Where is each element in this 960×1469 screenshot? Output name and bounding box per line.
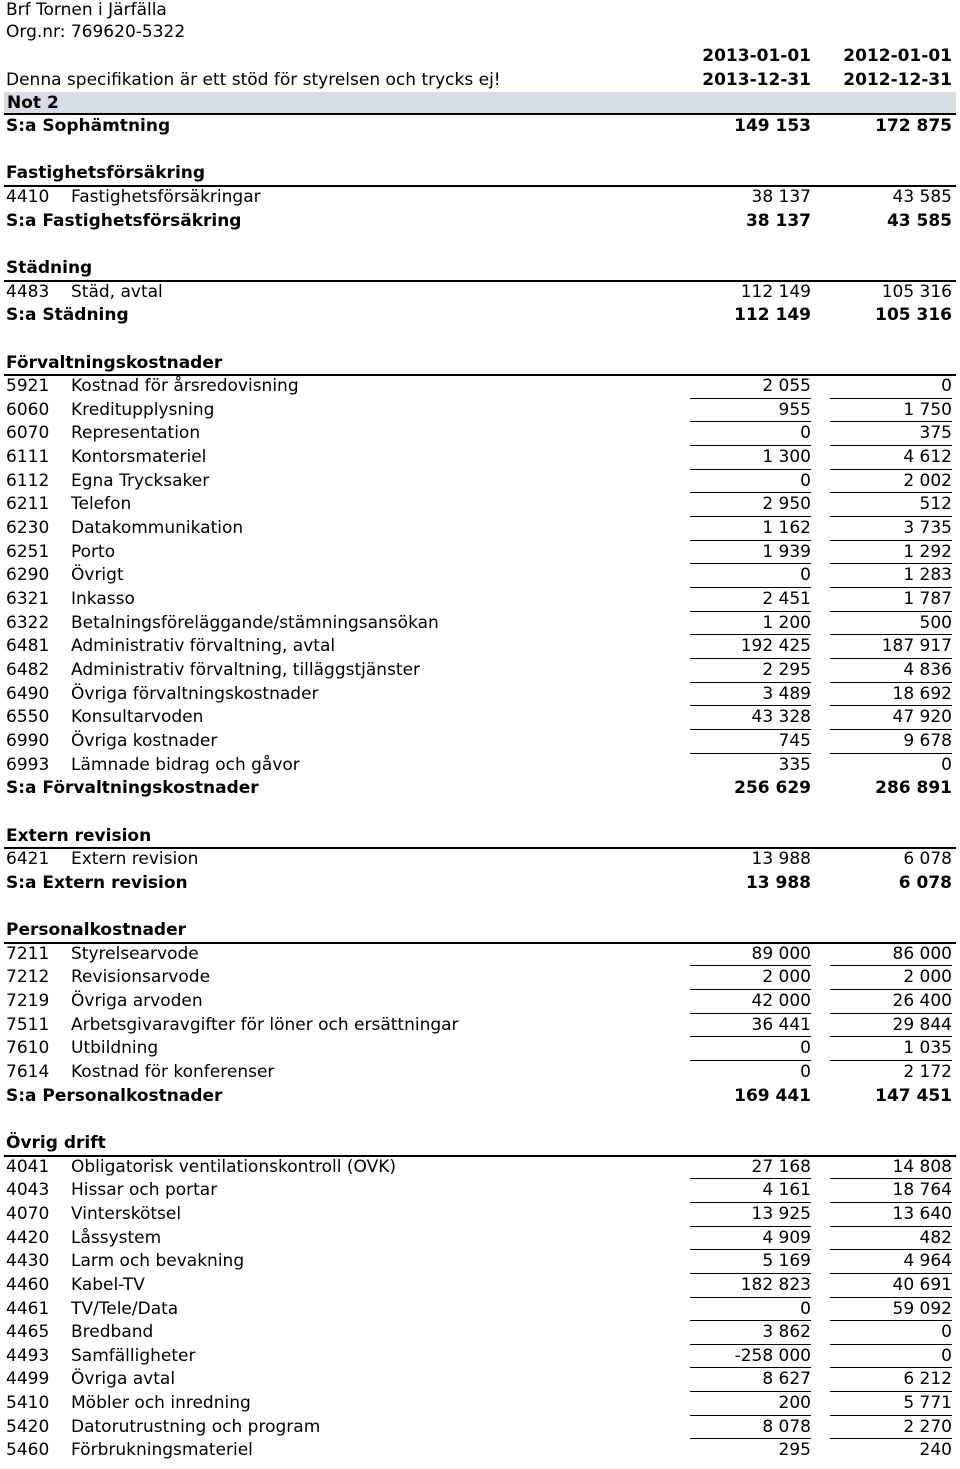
value-current: 1 162 xyxy=(762,518,811,539)
table-row xyxy=(0,1439,960,1463)
value-current: 0 xyxy=(800,565,811,586)
value-current: 13 988 xyxy=(751,849,811,870)
account-description: Övriga kostnader xyxy=(71,730,218,751)
account-code: 6321 xyxy=(6,589,50,609)
report-subtitle: Denna specifikation är ett stöd för styrelsen och trycks ej! xyxy=(6,70,501,90)
spacer-row xyxy=(0,1108,960,1132)
value-previous: 18 692 xyxy=(892,683,952,704)
account-code: 5420 xyxy=(6,1416,50,1437)
account-description: Betalningsföreläggande/stämningsansökan xyxy=(71,612,439,633)
period-previous-end: 2012-12-31 xyxy=(843,70,952,90)
account-code: 4410 xyxy=(6,186,50,207)
value-current: 149 153 xyxy=(734,116,811,136)
account-code: 4465 xyxy=(6,1322,50,1343)
table-row xyxy=(0,446,960,470)
value-current: 5 169 xyxy=(762,1251,811,1272)
account-description: Larm och bevakning xyxy=(71,1251,245,1272)
value-previous: 14 808 xyxy=(892,1156,952,1177)
value-previous: 86 000 xyxy=(892,943,952,964)
account-code: 4041 xyxy=(6,1156,50,1177)
account-description: Extern revision xyxy=(71,849,199,870)
value-current: 182 823 xyxy=(740,1274,811,1295)
account-description: Arbetsgivaravgifter för löner och ersättningar xyxy=(71,1014,459,1035)
value-current: 13 925 xyxy=(751,1203,811,1224)
account-description: Övrigt xyxy=(71,565,124,586)
account-code: 6421 xyxy=(6,849,50,870)
account-description: Förbrukningsmateriel xyxy=(71,1440,253,1461)
account-description: Administrativ förvaltning, avtal xyxy=(71,636,336,657)
value-previous: 1 283 xyxy=(903,565,952,586)
value-current: 295 xyxy=(778,1440,811,1461)
table-row xyxy=(0,1392,960,1416)
section-label: Städning xyxy=(6,257,93,278)
section-label: Personalkostnader xyxy=(6,920,187,941)
value-previous: 4 964 xyxy=(903,1251,952,1272)
value-current: 0 xyxy=(800,423,811,444)
account-code: 6481 xyxy=(6,636,50,657)
table-row xyxy=(0,186,960,210)
table-row xyxy=(0,706,960,730)
value-current: 0 xyxy=(800,1298,811,1319)
table-row xyxy=(0,966,960,990)
account-code: 6211 xyxy=(6,494,50,515)
value-previous: 18 764 xyxy=(892,1180,952,1201)
account-code: 7614 xyxy=(6,1062,50,1082)
spacer-row xyxy=(0,895,960,919)
account-description: TV/Tele/Data xyxy=(71,1298,179,1319)
account-code: 4420 xyxy=(6,1227,50,1248)
sum-row xyxy=(0,304,960,328)
account-code: 7610 xyxy=(6,1038,50,1059)
table-row xyxy=(0,1014,960,1038)
account-description: Lämnade bidrag och gåvor xyxy=(71,754,300,775)
account-code: 7219 xyxy=(6,991,50,1012)
value-current: 169 441 xyxy=(734,1085,811,1106)
value-current: 192 425 xyxy=(740,636,811,657)
account-description: Övriga arvoden xyxy=(71,991,203,1012)
spacer-row xyxy=(0,328,960,352)
value-current: 8 078 xyxy=(762,1416,811,1437)
table-row xyxy=(0,683,960,707)
value-previous: 500 xyxy=(919,612,952,633)
account-code: 5460 xyxy=(6,1440,50,1461)
table-row xyxy=(0,541,960,565)
table-row xyxy=(0,422,960,446)
value-previous: 13 640 xyxy=(892,1203,952,1224)
value-previous: 2 270 xyxy=(903,1416,952,1437)
account-code: 6060 xyxy=(6,399,50,420)
spacer-row xyxy=(0,139,960,163)
value-current: 27 168 xyxy=(751,1156,811,1177)
value-previous: 47 920 xyxy=(892,707,952,728)
value-previous: 286 891 xyxy=(875,778,952,799)
table-row xyxy=(0,635,960,659)
sum-row xyxy=(0,777,960,801)
account-description: Inkasso xyxy=(71,589,135,609)
value-previous: 0 xyxy=(941,1345,952,1366)
section-heading xyxy=(0,257,960,281)
table-row xyxy=(0,1274,960,1298)
table-row xyxy=(0,517,960,541)
value-current: 335 xyxy=(778,754,811,775)
account-code: 6112 xyxy=(6,470,50,491)
sum-row xyxy=(0,115,960,139)
value-previous: 2 000 xyxy=(903,967,952,988)
value-current: 0 xyxy=(800,1062,811,1082)
table-row xyxy=(0,1227,960,1251)
value-current: 3 489 xyxy=(762,683,811,704)
sum-label: S:a Sophämtning xyxy=(6,116,171,136)
table-row xyxy=(0,1156,960,1180)
value-previous: 1 750 xyxy=(903,399,952,420)
value-current: 1 300 xyxy=(762,447,811,468)
sum-label: S:a Personalkostnader xyxy=(6,1085,223,1106)
account-description: Hissar och portar xyxy=(71,1180,218,1201)
account-description: Telefon xyxy=(71,494,132,515)
value-current: 0 xyxy=(800,470,811,491)
section-label: Fastighetsförsäkring xyxy=(6,163,206,184)
section-heading xyxy=(0,1132,960,1156)
account-code: 6322 xyxy=(6,612,50,633)
org-name: Brf Tornen i Järfälla xyxy=(6,0,167,20)
account-description: Datorutrustning och program xyxy=(71,1416,321,1437)
account-description: Vinterskötsel xyxy=(71,1203,182,1224)
value-current: 2 000 xyxy=(762,967,811,988)
table-row xyxy=(0,470,960,494)
account-code: 4483 xyxy=(6,281,50,302)
account-description: Utbildning xyxy=(71,1038,159,1059)
period-current-end: 2013-12-31 xyxy=(702,70,811,90)
account-code: 6070 xyxy=(6,423,50,444)
table-row xyxy=(0,1345,960,1369)
account-code: 4070 xyxy=(6,1203,50,1224)
value-current: 112 149 xyxy=(740,281,811,302)
table-row xyxy=(0,1203,960,1227)
account-description: Obligatorisk ventilationskontroll (OVK) xyxy=(71,1156,397,1177)
account-code: 6251 xyxy=(6,541,50,562)
value-previous: 172 875 xyxy=(875,116,952,136)
value-current: 745 xyxy=(778,730,811,751)
account-description: Representation xyxy=(71,423,201,444)
value-previous: 6 078 xyxy=(903,849,952,870)
section-heading xyxy=(0,352,960,376)
sum-row xyxy=(0,210,960,234)
table-row xyxy=(0,730,960,754)
table-row xyxy=(0,612,960,636)
value-current: 200 xyxy=(778,1393,811,1414)
sum-label: S:a Förvaltningskostnader xyxy=(6,778,259,799)
section-label: Extern revision xyxy=(6,825,152,846)
table-row xyxy=(0,1368,960,1392)
account-code: 4430 xyxy=(6,1251,50,1272)
value-current: 3 862 xyxy=(762,1322,811,1343)
period-previous-start: 2012-01-01 xyxy=(843,46,952,66)
sum-label: S:a Fastighetsförsäkring xyxy=(6,210,242,231)
table-row xyxy=(0,1321,960,1345)
account-description: Låssystem xyxy=(71,1227,162,1248)
org-number: Org.nr: 769620-5322 xyxy=(6,22,186,42)
account-description: Övriga avtal xyxy=(71,1369,176,1390)
account-code: 6482 xyxy=(6,659,50,680)
value-previous: 1 787 xyxy=(903,589,952,609)
account-description: Egna Trycksaker xyxy=(71,470,210,491)
value-previous: 26 400 xyxy=(892,991,952,1012)
section-label: Förvaltningskostnader xyxy=(6,352,223,373)
value-current: 1 200 xyxy=(762,612,811,633)
value-current: 4 161 xyxy=(762,1180,811,1201)
account-code: 4460 xyxy=(6,1274,50,1295)
value-current: 2 295 xyxy=(762,659,811,680)
account-code: 6990 xyxy=(6,730,50,751)
note-heading: Not 2 xyxy=(4,92,956,115)
value-previous: 512 xyxy=(919,494,952,515)
value-current: 89 000 xyxy=(751,943,811,964)
account-description: Administrativ förvaltning, tilläggstjänster xyxy=(71,659,421,680)
account-code: 5921 xyxy=(6,376,50,397)
account-code: 5410 xyxy=(6,1393,50,1414)
value-previous: 0 xyxy=(941,376,952,397)
table-row xyxy=(0,848,960,872)
account-code: 4461 xyxy=(6,1298,50,1319)
account-code: 7211 xyxy=(6,943,50,964)
value-current: 2 950 xyxy=(762,494,811,515)
account-code: 4493 xyxy=(6,1345,50,1366)
sum-label: S:a Städning xyxy=(6,305,129,326)
sum-row xyxy=(0,1085,960,1109)
account-code: 7511 xyxy=(6,1014,50,1035)
account-description: Städ, avtal xyxy=(71,281,163,302)
account-description: Möbler och inredning xyxy=(71,1393,251,1414)
account-description: Kreditupplysning xyxy=(71,399,215,420)
account-code: 4499 xyxy=(6,1369,50,1390)
table-row xyxy=(0,1416,960,1440)
account-code: 6490 xyxy=(6,683,50,704)
value-current: 38 137 xyxy=(745,210,811,231)
account-code: 7212 xyxy=(6,967,50,988)
value-previous: 4 836 xyxy=(903,659,952,680)
value-current: 112 149 xyxy=(734,305,811,326)
table-row xyxy=(0,990,960,1014)
table-row xyxy=(0,1061,960,1085)
section-heading xyxy=(0,825,960,849)
table-row xyxy=(0,1298,960,1322)
spacer-row xyxy=(0,233,960,257)
table-row xyxy=(0,564,960,588)
account-description: Samfälligheter xyxy=(71,1345,196,1366)
account-description: Datakommunikation xyxy=(71,518,244,539)
account-code: 4043 xyxy=(6,1180,50,1201)
value-current: 256 629 xyxy=(734,778,811,799)
account-code: 6550 xyxy=(6,707,50,728)
value-current: 1 939 xyxy=(762,541,811,562)
table-row xyxy=(0,588,960,612)
value-previous: 105 316 xyxy=(881,281,952,302)
account-description: Kabel-TV xyxy=(71,1274,145,1295)
value-previous: 6 212 xyxy=(903,1369,952,1390)
value-previous: 2 002 xyxy=(903,470,952,491)
table-row xyxy=(0,281,960,305)
section-heading xyxy=(0,919,960,943)
value-previous: 240 xyxy=(919,1440,952,1461)
table-row xyxy=(0,1179,960,1203)
value-previous: 5 771 xyxy=(903,1393,952,1414)
value-previous: 43 585 xyxy=(886,210,952,231)
value-previous: 1 292 xyxy=(903,541,952,562)
account-description: Revisionsarvode xyxy=(71,967,211,988)
table-row xyxy=(0,1037,960,1061)
value-current: 13 988 xyxy=(745,872,811,893)
account-description: Övriga förvaltningskostnader xyxy=(71,683,319,704)
value-previous: 105 316 xyxy=(875,305,952,326)
sum-row xyxy=(0,872,960,896)
account-description: Kontorsmateriel xyxy=(71,447,207,468)
value-current: 4 909 xyxy=(762,1227,811,1248)
spacer-row xyxy=(0,801,960,825)
value-current: 2 055 xyxy=(762,376,811,397)
value-current: 42 000 xyxy=(751,991,811,1012)
account-code: 6111 xyxy=(6,447,50,468)
value-previous: 43 585 xyxy=(892,186,952,207)
value-previous: 0 xyxy=(941,754,952,775)
value-current: 38 137 xyxy=(751,186,811,207)
value-previous: 29 844 xyxy=(892,1014,952,1035)
value-current: 43 328 xyxy=(751,707,811,728)
account-description: Fastighetsförsäkringar xyxy=(71,186,261,207)
account-code: 6290 xyxy=(6,565,50,586)
table-row xyxy=(0,375,960,399)
sum-label: S:a Extern revision xyxy=(6,872,188,893)
value-previous: 4 612 xyxy=(903,447,952,468)
value-previous: 59 092 xyxy=(892,1298,952,1319)
value-current: -258 000 xyxy=(734,1345,811,1366)
value-previous: 482 xyxy=(919,1227,952,1248)
value-previous: 1 035 xyxy=(903,1038,952,1059)
value-previous: 0 xyxy=(941,1322,952,1343)
account-code: 6230 xyxy=(6,518,50,539)
account-description: Bredband xyxy=(71,1322,154,1343)
account-description: Kostnad för konferenser xyxy=(71,1062,275,1082)
section-label: Övrig drift xyxy=(6,1132,106,1153)
value-previous: 375 xyxy=(919,423,952,444)
value-current: 2 451 xyxy=(762,589,811,609)
value-previous: 147 451 xyxy=(875,1085,952,1106)
value-previous: 3 735 xyxy=(903,518,952,539)
table-row xyxy=(0,943,960,967)
table-row xyxy=(0,754,960,778)
value-previous: 2 172 xyxy=(903,1062,952,1082)
value-previous: 9 678 xyxy=(903,730,952,751)
table-row xyxy=(0,659,960,683)
section-heading xyxy=(0,162,960,186)
period-current-start: 2013-01-01 xyxy=(702,46,811,66)
value-current: 0 xyxy=(800,1038,811,1059)
value-current: 36 441 xyxy=(751,1014,811,1035)
value-current: 955 xyxy=(778,399,811,420)
table-row xyxy=(0,493,960,517)
account-description: Konsultarvoden xyxy=(71,707,204,728)
value-previous: 6 078 xyxy=(898,872,952,893)
value-previous: 187 917 xyxy=(881,636,952,657)
account-description: Styrelsearvode xyxy=(71,943,199,964)
account-description: Kostnad för årsredovisning xyxy=(71,376,299,397)
table-row xyxy=(0,1250,960,1274)
value-current: 8 627 xyxy=(762,1369,811,1390)
value-previous: 40 691 xyxy=(892,1274,952,1295)
table-row xyxy=(0,399,960,423)
account-code: 6993 xyxy=(6,754,50,775)
account-description: Porto xyxy=(71,541,116,562)
